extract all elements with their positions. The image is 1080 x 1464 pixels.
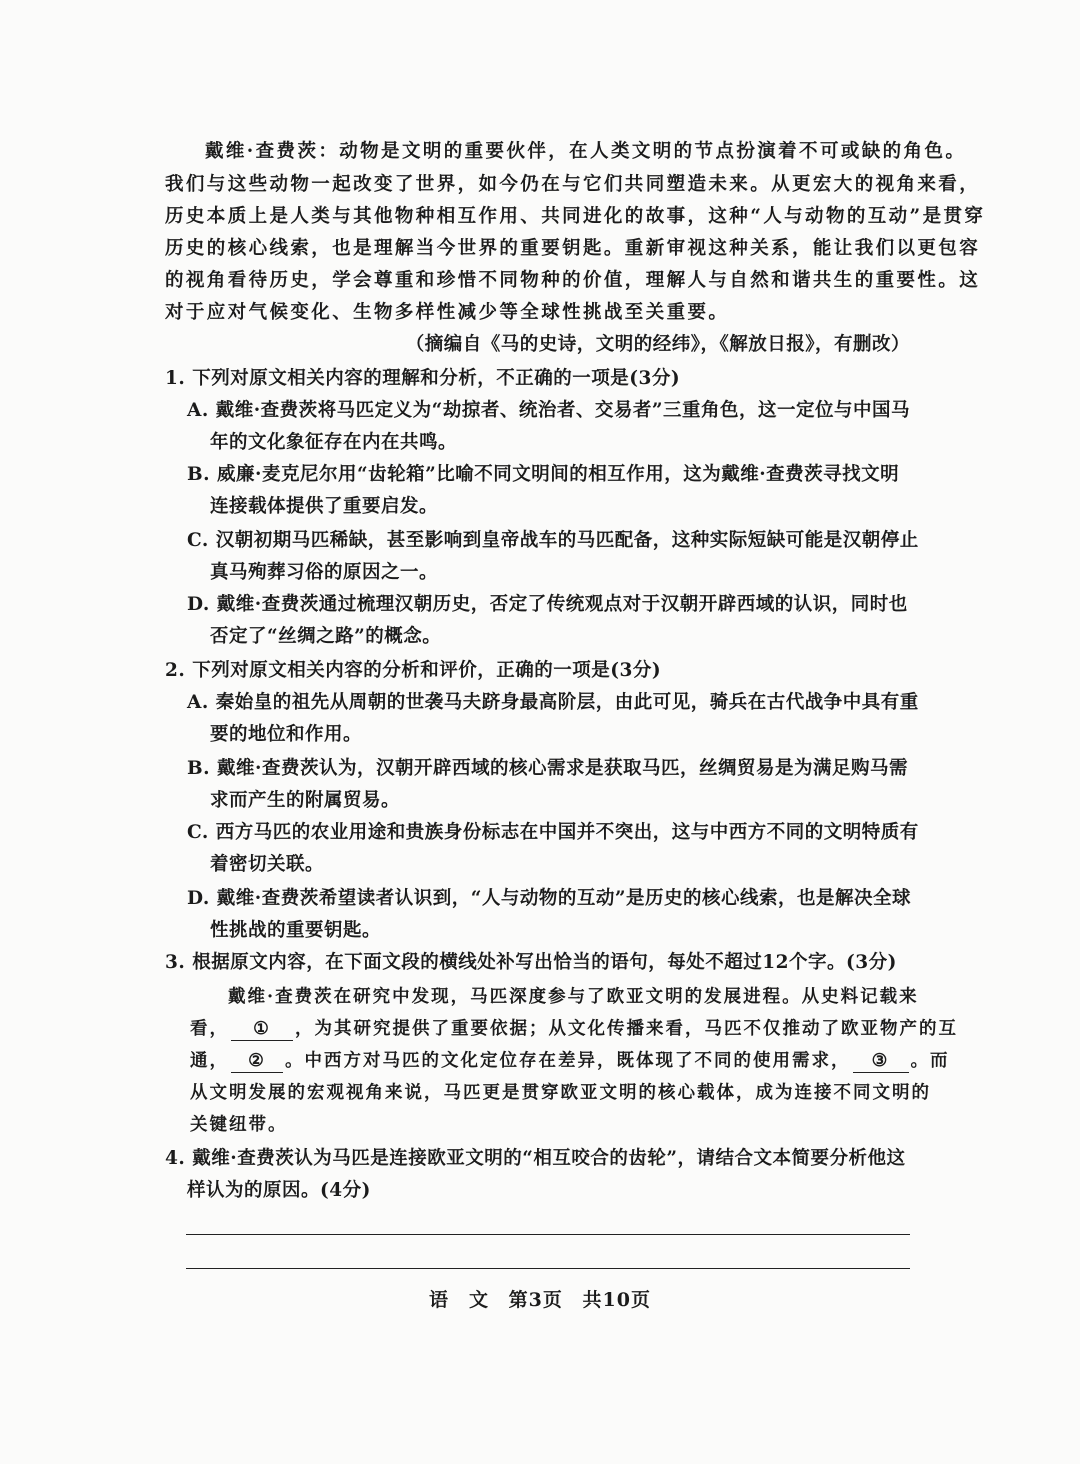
option-d-cont: 性挑战的重要钥匙。 [210, 920, 382, 941]
passage-line: 历史的核心线索，也是理解当今世界的重要钥匙。重新审视这种关系，能让我们以更包容 [165, 238, 981, 259]
question-stem: 3. 根据原文内容，在下面文段的横线处补写出恰当的语句，每处不超过12个字。(3分) [165, 952, 897, 973]
fill-line [190, 1014, 958, 1044]
question-stem: 2. 下列对原文相关内容的分析和评价，正确的一项是(3分) [165, 660, 662, 681]
passage-line: 戴维·查费茨：动物是文明的重要伙伴，在人类文明的节点扮演着不可或缺的角色。 [205, 141, 967, 162]
option-d: D. 戴维·查费茨通过梳理汉朝历史，否定了传统观点对于汉朝开辟西域的认识，同时也 [187, 594, 908, 615]
fill-text: 。中西方对马匹的文化定位存在差异，既体现了不同的使用需求， [285, 1051, 851, 1071]
fill-line [190, 1046, 950, 1076]
fill-line: 关键纽带。 [190, 1115, 288, 1135]
option-d-cont: 否定了“丝绸之路”的概念。 [210, 626, 442, 647]
fill-text: 通， [190, 1051, 229, 1071]
passage-line: 的视角看待历史，学会尊重和珍惜不同物种的价值，理解人与自然和谐共生的重要性。这 [165, 270, 981, 291]
footer-page-number: 第3页 [508, 1289, 563, 1311]
option-b-cont: 求而产生的附属贸易。 [210, 790, 401, 811]
passage-line: 我们与这些动物一起改变了世界，如今仍在与它们共同塑造未来。从更宏大的视角来看， [165, 174, 981, 195]
fill-line: 从文明发展的宏观视角来说，马匹更是贯穿欧亚文明的核心载体，成为连接不同文明的 [190, 1083, 931, 1103]
fill-text: 看， [190, 1019, 229, 1039]
option-c: C. 汉朝初期马匹稀缺，甚至影响到皇帝战车的马匹配备，这种实际短缺可能是汉朝停止 [187, 530, 919, 551]
blank-2[interactable]: ② [231, 1050, 283, 1073]
passage-line: 历史本质上是人类与其他物种相互作用、共同进化的故事，这种“人与动物的互动”是贯穿 [165, 206, 986, 227]
source-citation: （摘编自《马的史诗，文明的经纬》，《解放日报》，有删改） [405, 334, 910, 355]
fill-line: 戴维·查费茨在研究中发现，马匹深度参与了欧亚文明的发展进程。从史料记载来 [228, 987, 919, 1007]
option-a-cont: 要的地位和作用。 [210, 724, 363, 745]
fill-text: ，为其研究提供了重要依据；从文化传播来看，马匹不仅推动了欧亚物产的互 [295, 1019, 958, 1039]
question-stem: 4. 戴维·查费茨认为马匹是连接欧亚文明的“相互咬合的齿轮”，请结合文本简要分析他这 [165, 1148, 906, 1169]
fill-text: 。而 [910, 1051, 950, 1071]
option-b-cont: 连接载体提供了重要启发。 [210, 496, 439, 517]
footer-subject: 语 文 [429, 1289, 490, 1311]
answer-line[interactable] [186, 1234, 910, 1235]
passage-line: 对于应对气候变化、生物多样性减少等全球性挑战至关重要。 [165, 302, 730, 323]
option-b: B. 威廉·麦克尼尔用“齿轮箱”比喻不同文明间的相互作用，这为戴维·查费茨寻找文明 [187, 464, 900, 485]
option-a-cont: 年的文化象征存在内在共鸣。 [210, 432, 458, 453]
option-a: A. 戴维·查费茨将马匹定义为“劫掠者、统治者、交易者”三重角色，这一定位与中国马 [187, 400, 910, 421]
page-footer [0, 1285, 1080, 1312]
option-d: D. 戴维·查费茨希望读者认识到，“人与动物的互动”是历史的核心线索，也是解决全球 [187, 888, 911, 909]
option-b: B. 戴维·查费茨认为，汉朝开辟西域的核心需求是获取马匹，丝绸贸易是为满足购马需 [187, 758, 908, 779]
option-c-cont: 着密切关联。 [210, 854, 325, 875]
question-stem: 1. 下列对原文相关内容的理解和分析，不正确的一项是(3分) [165, 368, 681, 389]
blank-3[interactable]: ③ [853, 1050, 909, 1073]
blank-1[interactable]: ① [231, 1018, 293, 1041]
option-a: A. 秦始皇的祖先从周朝的世袭马夫跻身最高阶层，由此可见，骑兵在古代战争中具有重 [187, 692, 919, 713]
question-stem-cont: 样认为的原因。(4分) [187, 1180, 371, 1201]
answer-line[interactable] [186, 1268, 910, 1269]
option-c: C. 西方马匹的农业用途和贵族身份标志在中国并不突出，这与中西方不同的文明特质有 [187, 822, 919, 843]
option-c-cont: 真马殉葬习俗的原因之一。 [210, 562, 439, 583]
footer-total-pages: 共10页 [582, 1289, 651, 1311]
